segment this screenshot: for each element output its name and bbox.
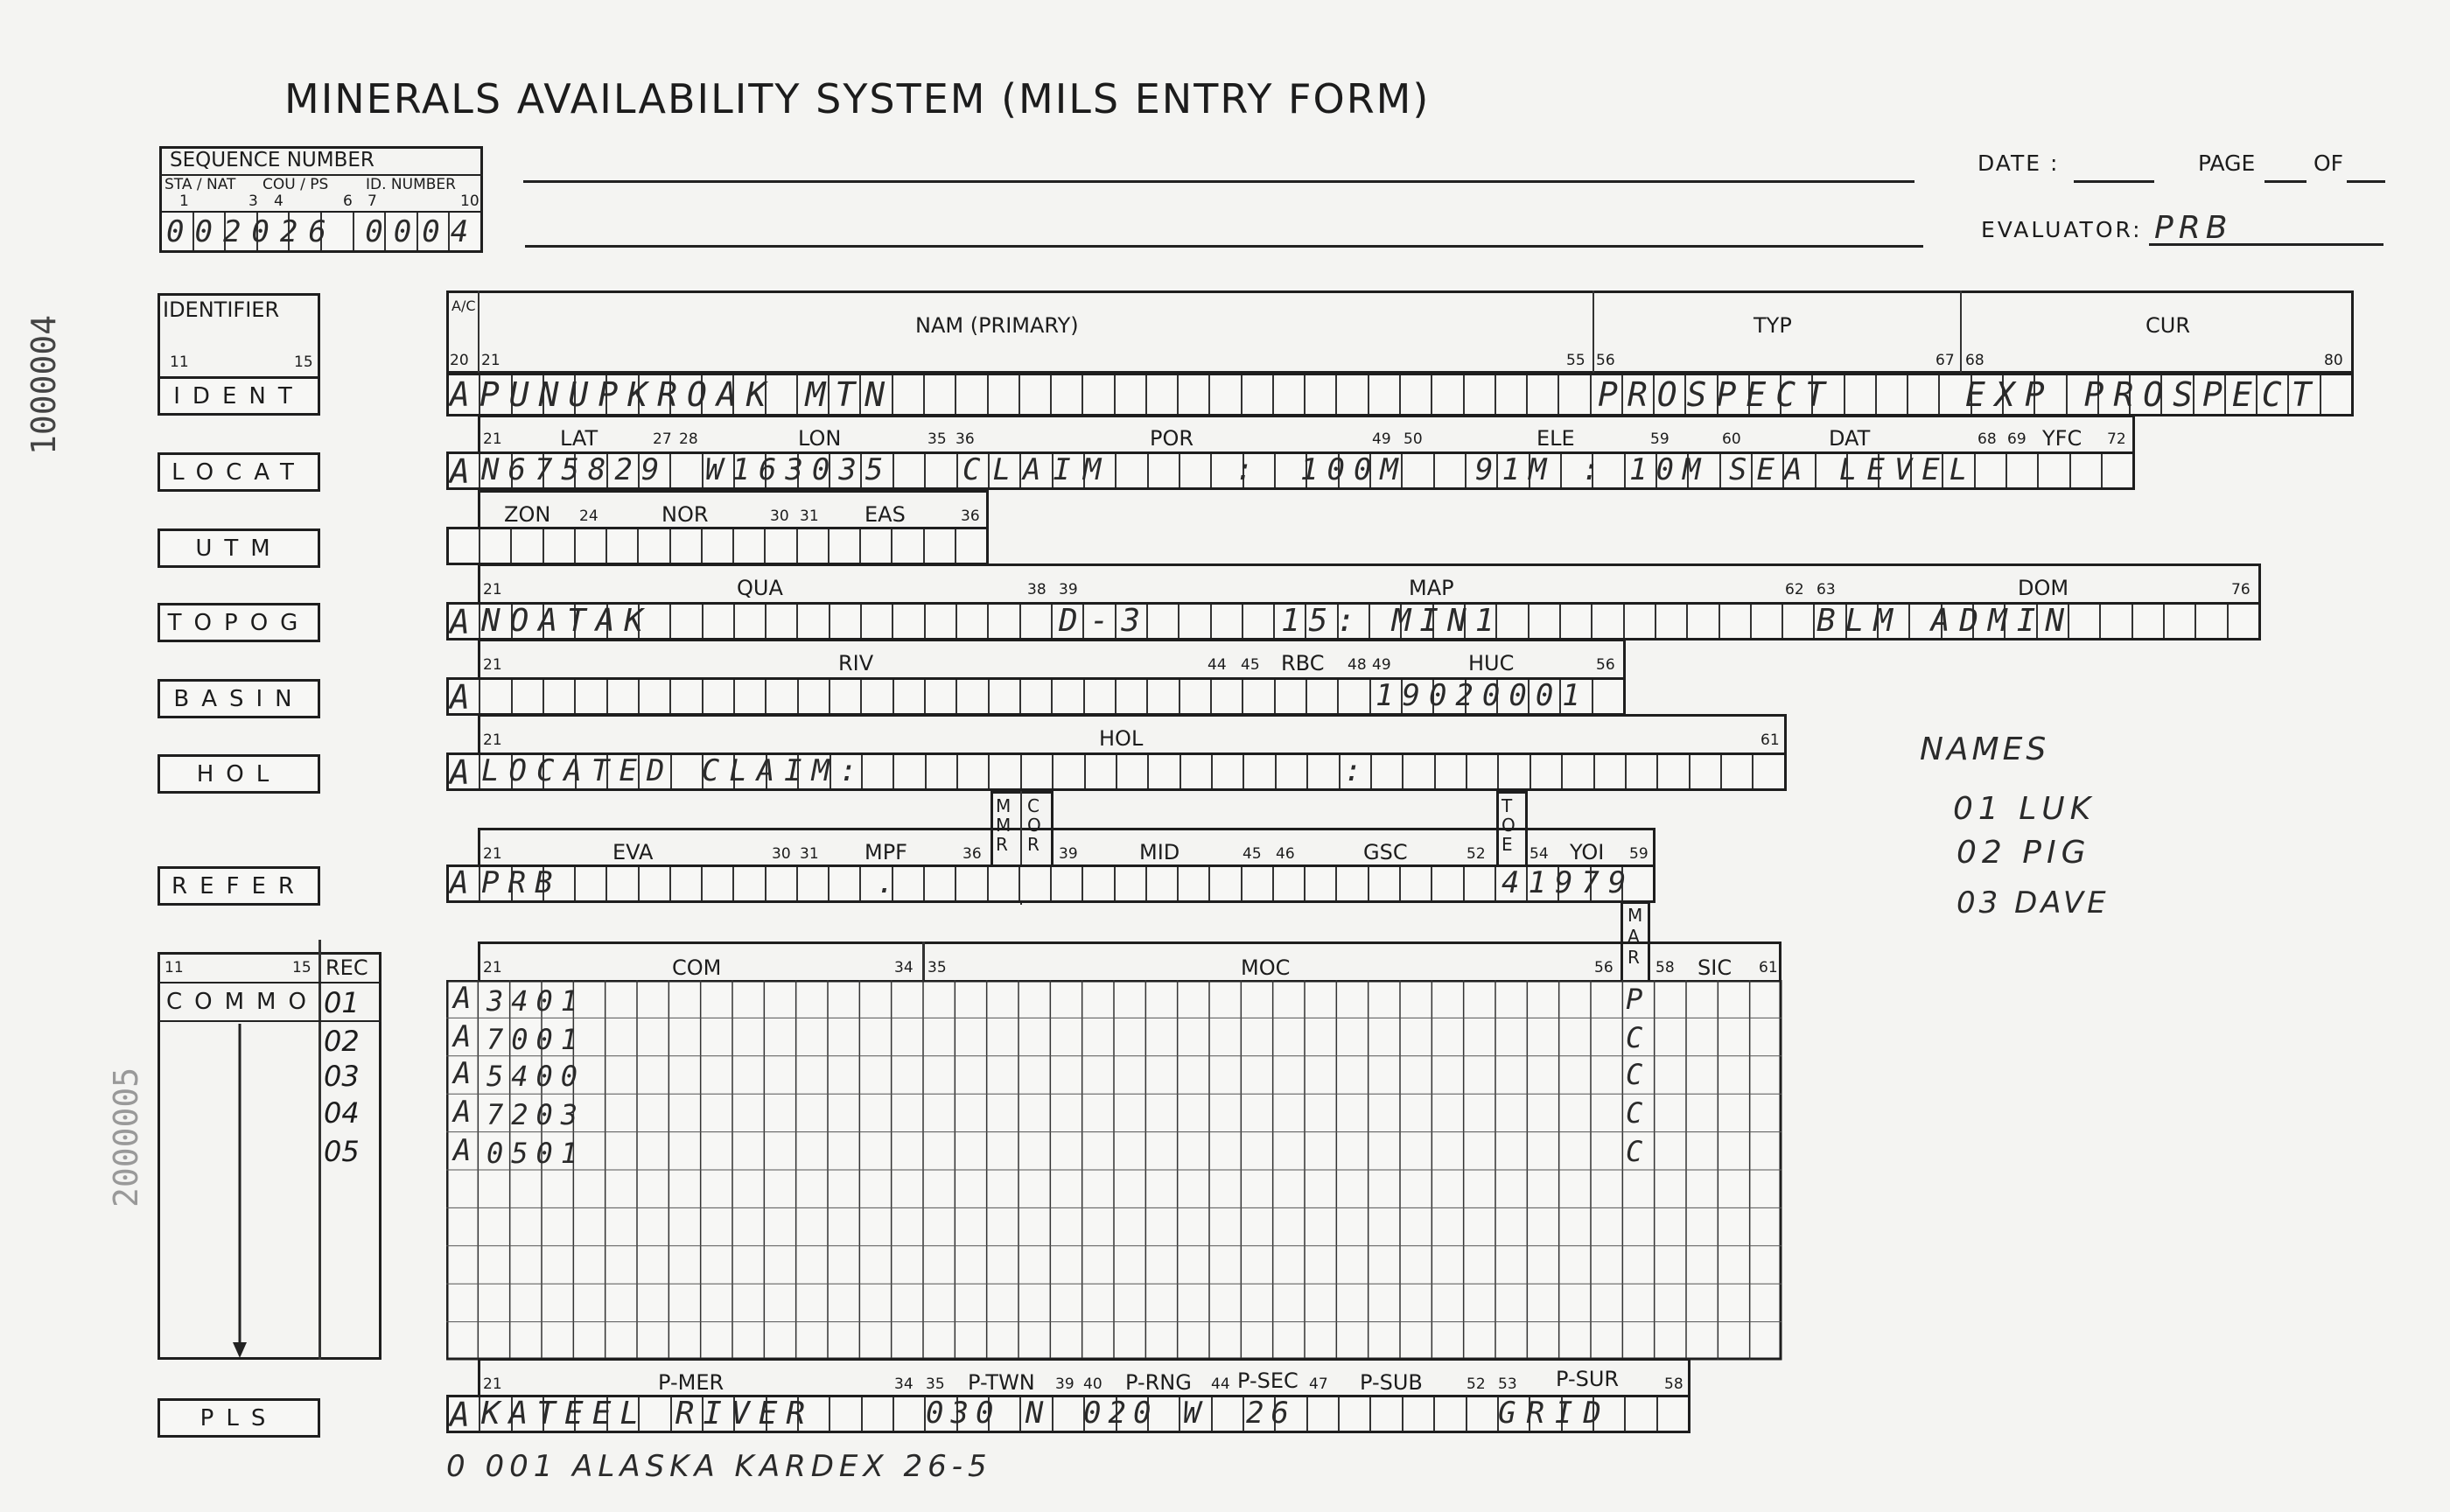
dom-value[interactable]: BLM ADMIN	[1816, 603, 2075, 639]
sta-nat-label: STA / NAT	[164, 176, 236, 193]
ele-value-b[interactable]: 10M	[1629, 452, 1710, 487]
locat-header	[478, 415, 2135, 453]
header-line-1	[523, 180, 1914, 183]
ac-label: A/C	[452, 298, 476, 314]
locat-n72: 72	[2107, 430, 2126, 448]
commo-entry-4-com[interactable]: 7203	[486, 1098, 586, 1131]
ele-value-a[interactable]: 91M :	[1475, 452, 1609, 487]
commo-entry-4-a[interactable]: A	[453, 1095, 480, 1130]
pls-n52: 52	[1466, 1376, 1486, 1393]
ident-n56: 56	[1596, 352, 1615, 369]
locat-n69: 69	[2007, 430, 2026, 448]
lon-value[interactable]: W163035	[705, 452, 892, 487]
date-label: DATE :	[1978, 150, 2060, 176]
commo-n15: 15	[292, 959, 312, 976]
identifier-label: IDENTIFIER	[163, 298, 280, 322]
qua-header: QUA	[737, 576, 783, 600]
locat-n59: 59	[1650, 430, 1670, 448]
topog-n63: 63	[1816, 581, 1836, 598]
locat-n21: 21	[483, 430, 502, 448]
topog-n62: 62	[1785, 581, 1804, 598]
p-twn-header: P-TWN	[968, 1370, 1035, 1395]
pls-n35: 35	[926, 1376, 945, 1393]
refer-n21: 21	[483, 845, 502, 863]
identifier-n11: 11	[170, 354, 189, 371]
refer-n52: 52	[1466, 845, 1486, 863]
eas-header: EAS	[864, 502, 906, 527]
mar-header: MAR	[1628, 905, 1643, 968]
rec-header: REC	[326, 956, 368, 980]
utm-cells	[446, 527, 989, 565]
lat-header: LAT	[560, 426, 598, 451]
commo-entry-2-mar[interactable]: C	[1626, 1021, 1652, 1054]
row-label-hol: HOL	[158, 754, 320, 794]
names-note-line-1: 01 LUK	[1953, 791, 2096, 827]
hol-separator[interactable]: :	[1344, 753, 1371, 788]
p-twn-value[interactable]: 030 N	[926, 1396, 1051, 1431]
refer-ac-value[interactable]: A	[450, 865, 478, 901]
commo-n56: 56	[1594, 959, 1614, 976]
commo-n61: 61	[1759, 959, 1778, 976]
zon-header: ZON	[504, 502, 551, 527]
commo-entry-4-mar[interactable]: C	[1626, 1096, 1652, 1130]
ident-n20: 20	[450, 352, 469, 369]
basin-n21: 21	[483, 656, 502, 674]
topog-n21: 21	[483, 581, 502, 598]
names-note-title: NAMES	[1920, 732, 2050, 767]
commo-entry-5-mar[interactable]: C	[1626, 1135, 1652, 1168]
row-label-basin: BASIN	[158, 679, 320, 718]
commo-entry-1-a[interactable]: A	[453, 981, 480, 1016]
ident-n68: 68	[1965, 352, 1984, 369]
sequence-value[interactable]: 002026 0004	[166, 214, 480, 249]
dom-header: DOM	[2018, 576, 2069, 600]
refer-n46: 46	[1276, 845, 1295, 863]
nam-header: NAM (PRIMARY)	[915, 313, 1079, 338]
hol-ac-value[interactable]: A	[450, 753, 479, 792]
huc-header: HUC	[1468, 651, 1515, 676]
com-header: COM	[672, 956, 722, 980]
commo-entry-2-a[interactable]: A	[453, 1019, 480, 1054]
locat-n27: 27	[653, 430, 672, 448]
hol-n61: 61	[1760, 732, 1780, 749]
typ-header: TYP	[1754, 313, 1792, 338]
date-field[interactable]	[2074, 180, 2154, 183]
form-title: MINERALS AVAILABILITY SYSTEM (MILS ENTRY FORM)	[284, 75, 1431, 122]
commo-entry-3-a[interactable]: A	[453, 1056, 480, 1091]
utm-n30: 30	[770, 508, 789, 525]
mpf-value[interactable]: .	[877, 865, 904, 900]
pls-ac-value[interactable]: A	[450, 1396, 479, 1434]
rec-value-5[interactable]: 05	[324, 1135, 360, 1168]
p-sur-value[interactable]: GRID	[1498, 1396, 1612, 1431]
hol-value[interactable]: LOCATED CLAIM:	[481, 753, 867, 788]
yoi-value[interactable]: 41979	[1502, 865, 1635, 900]
toe-header: TOE	[1502, 795, 1516, 855]
commo-entry-3-com[interactable]: 5400	[486, 1060, 586, 1093]
refer-n30: 30	[772, 845, 791, 863]
locat-n36: 36	[956, 430, 975, 448]
basin-n48: 48	[1348, 656, 1367, 674]
seq-num-7: 7	[368, 192, 377, 210]
refer-n39: 39	[1059, 845, 1078, 863]
por-header: POR	[1150, 426, 1194, 451]
evaluator-label: EVALUATOR:	[1981, 217, 2143, 242]
p-sub-header: P-SUB	[1360, 1370, 1423, 1395]
rec-value-3[interactable]: 03	[324, 1060, 360, 1093]
commo-n35: 35	[928, 959, 947, 976]
por-value-b[interactable]: 100M	[1300, 452, 1407, 487]
eva-header: EVA	[612, 840, 654, 864]
dat-value[interactable]: SEA LEVEL	[1729, 452, 1978, 487]
locat-n49: 49	[1372, 430, 1391, 448]
refer-n45: 45	[1242, 845, 1262, 863]
yoi-header: YOI	[1570, 840, 1605, 864]
por-value-a[interactable]: CLAIM	[962, 452, 1114, 487]
rbc-header: RBC	[1281, 651, 1325, 676]
map-header: MAP	[1409, 576, 1454, 600]
seq-num-10: 10	[460, 192, 480, 210]
arrow-down-icon	[229, 1024, 250, 1360]
mid-header: MID	[1139, 840, 1180, 864]
lon-header: LON	[798, 426, 842, 451]
cur-value[interactable]: EXP PROSPECT	[1965, 375, 2321, 414]
commo-n34: 34	[894, 959, 914, 976]
evaluator-value[interactable]: PRB	[2154, 210, 2233, 246]
rec-value-1[interactable]: 01	[324, 986, 360, 1019]
yfc-header: YFC	[2042, 426, 2082, 451]
side-stamp-top: 1000004	[24, 314, 63, 455]
names-note-line-2: 02 PIG	[1956, 835, 2091, 871]
map-value-a[interactable]: D-3	[1059, 603, 1153, 639]
rec-value-2[interactable]: 02	[324, 1025, 360, 1058]
basin-ac-value[interactable]: A	[450, 678, 479, 717]
p-rng-value[interactable]: 020 W	[1083, 1396, 1208, 1431]
cor-header: COR	[1027, 795, 1041, 855]
row-label-commo: COMMO	[166, 989, 318, 1015]
p-sec-value[interactable]: 26	[1246, 1396, 1296, 1431]
topog-n38: 38	[1027, 581, 1046, 598]
side-stamp-bottom: 2000005	[107, 1067, 145, 1208]
page-field[interactable]	[2264, 180, 2306, 183]
of-label: OF	[2314, 150, 2344, 176]
riv-header: RIV	[838, 651, 874, 676]
pls-n58: 58	[1664, 1376, 1684, 1393]
commo-entry-5-a[interactable]: A	[453, 1133, 480, 1168]
header-line-2	[525, 245, 1923, 248]
p-sur-header: P-SUR	[1556, 1367, 1620, 1391]
seq-num-3: 3	[248, 192, 258, 210]
utm-n36: 36	[961, 508, 980, 525]
identifier-n15: 15	[294, 354, 313, 371]
utm-header	[478, 490, 989, 528]
footer-note: 0 001 ALASKA KARDEX 26-5	[446, 1449, 992, 1484]
locat-n68: 68	[1978, 430, 1997, 448]
ident-n80: 80	[2324, 352, 2343, 369]
hol-header-label: HOL	[1099, 726, 1144, 751]
locat-n28: 28	[679, 430, 698, 448]
pls-n44: 44	[1211, 1376, 1230, 1393]
utm-n24: 24	[579, 508, 598, 525]
row-label-refer: REFER	[158, 866, 320, 906]
commo-grid	[446, 980, 1783, 1362]
row-label-utm: UTM	[158, 528, 320, 568]
huc-value[interactable]: 19020001	[1376, 678, 1589, 713]
gsc-header: GSC	[1363, 840, 1408, 864]
pls-n34: 34	[894, 1376, 914, 1393]
of-field[interactable]	[2347, 180, 2385, 183]
pls-n40: 40	[1083, 1376, 1102, 1393]
mmr-header: MMR	[996, 795, 1012, 855]
basin-n56: 56	[1596, 656, 1615, 674]
commo-entry-1-com[interactable]: 3401	[486, 984, 586, 1018]
seq-num-1: 1	[179, 192, 189, 210]
p-rng-header: P-RNG	[1125, 1370, 1192, 1395]
pls-n53: 53	[1498, 1376, 1517, 1393]
topog-n39: 39	[1059, 581, 1078, 598]
rec-value-4[interactable]: 04	[324, 1096, 360, 1130]
locat-n50: 50	[1404, 430, 1423, 448]
row-label-pls: PLS	[158, 1398, 320, 1438]
sequence-number-title: SEQUENCE NUMBER	[170, 149, 374, 172]
moc-header: MOC	[1241, 956, 1291, 980]
lat-value[interactable]: N675829	[481, 452, 668, 487]
ident-header	[446, 290, 2354, 374]
map-value-b[interactable]: 15: MIN1	[1281, 603, 1503, 639]
dat-header: DAT	[1829, 426, 1871, 451]
mpf-header: MPF	[864, 840, 907, 864]
eva-value[interactable]: PRB	[481, 865, 562, 900]
cou-ps-label: COU / PS	[262, 176, 329, 193]
basin-n44: 44	[1208, 656, 1227, 674]
pls-n39: 39	[1055, 1376, 1074, 1393]
row-label-ident: IDENT	[158, 376, 320, 416]
refer-n31: 31	[800, 845, 819, 863]
nam-primary-value[interactable]: APUNUPKROAK MTN	[450, 375, 895, 414]
commo-n21: 21	[483, 959, 502, 976]
qua-value[interactable]: NOATAK	[481, 603, 654, 639]
seq-num-6: 6	[343, 192, 353, 210]
ele-header: ELE	[1536, 426, 1575, 451]
p-sec-header: P-SEC	[1237, 1368, 1298, 1393]
page-label: PAGE	[2198, 150, 2256, 176]
p-mer-header: P-MER	[658, 1370, 724, 1395]
id-number-label: ID. NUMBER	[366, 176, 456, 193]
commo-entry-1-mar[interactable]: P	[1626, 983, 1652, 1016]
ident-n67: 67	[1936, 352, 1955, 369]
utm-n31: 31	[800, 508, 819, 525]
refer-cells	[446, 864, 1656, 903]
basin-n45: 45	[1241, 656, 1260, 674]
row-label-topog: TOPOG	[158, 603, 320, 642]
seq-num-4: 4	[274, 192, 284, 210]
nor-header: NOR	[662, 502, 709, 527]
commo-n58: 58	[1656, 959, 1675, 976]
locat-n60: 60	[1722, 430, 1741, 448]
refer-n54: 54	[1530, 845, 1549, 863]
ident-n21: 21	[481, 352, 500, 369]
topog-n76: 76	[2231, 581, 2250, 598]
sic-header: SIC	[1698, 956, 1732, 980]
por-separator[interactable]: :	[1236, 452, 1263, 487]
locat-n35: 35	[928, 430, 947, 448]
cur-header: CUR	[2146, 313, 2190, 338]
locat-ac-value[interactable]: A	[450, 452, 479, 491]
commo-n11: 11	[164, 959, 184, 976]
commo-entry-2-com[interactable]: 7001	[486, 1023, 586, 1056]
ident-n55: 55	[1566, 352, 1586, 369]
hol-n21: 21	[483, 732, 502, 749]
basin-n49: 49	[1372, 656, 1391, 674]
basin-header	[478, 639, 1626, 677]
pls-n47: 47	[1309, 1376, 1328, 1393]
row-label-locat: LOCAT	[158, 452, 320, 492]
refer-n59: 59	[1629, 845, 1648, 863]
pls-n21: 21	[483, 1376, 502, 1393]
typ-value[interactable]: PROSPECT	[1598, 375, 1836, 414]
refer-n36: 36	[962, 845, 982, 863]
p-mer-value[interactable]: KATEEL RIVER	[481, 1396, 815, 1432]
topog-ac-value[interactable]: A	[450, 603, 479, 641]
commo-entry-3-mar[interactable]: C	[1626, 1058, 1652, 1091]
commo-entry-5-com[interactable]: 0501	[486, 1137, 586, 1170]
names-note-line-3: 03 DAVE	[1956, 886, 2110, 920]
